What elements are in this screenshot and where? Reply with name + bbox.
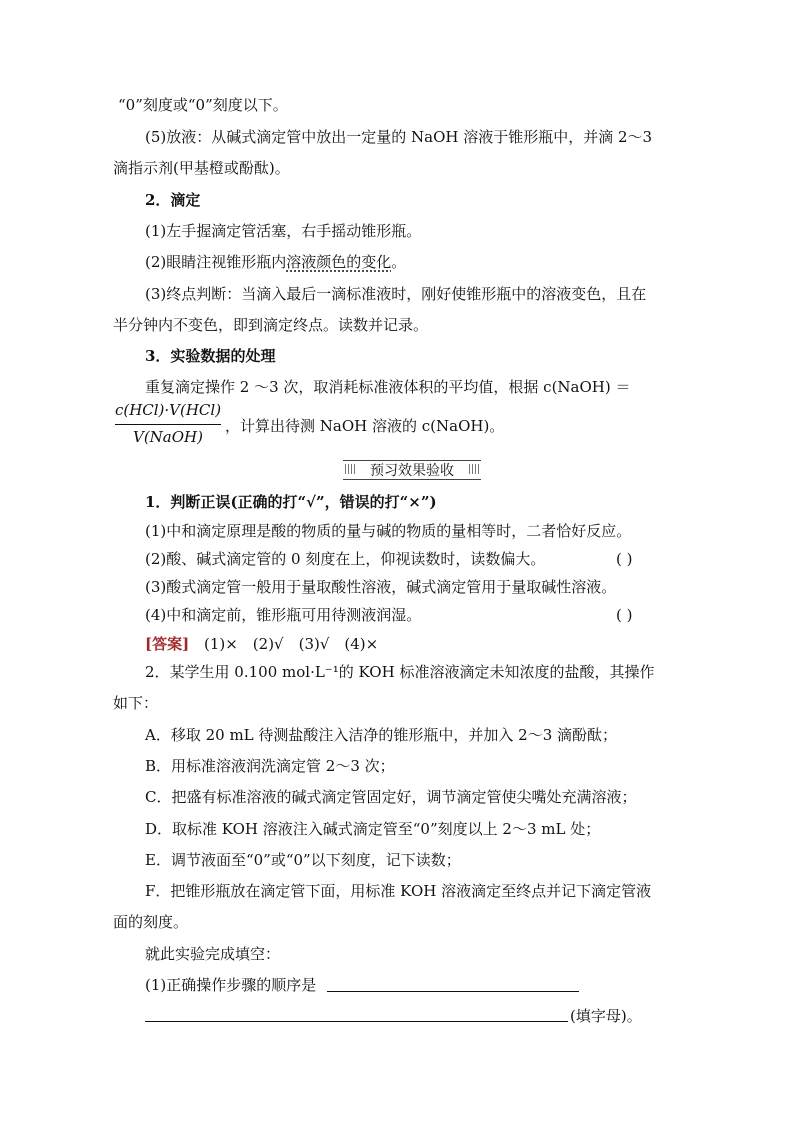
answer-blank[interactable] (145, 1021, 568, 1022)
text-line: ，计算出待测 NaOH 溶液的 c(NaOH)。 (225, 417, 505, 435)
answer-parens: ( ) (616, 606, 633, 624)
fill-question: (1)正确操作步骤的顺序是 (145, 976, 317, 994)
answer-label: [答案] (145, 635, 190, 653)
fraction-numerator: c(HCl)·V(HCl) (114, 401, 222, 419)
fraction-formula (113, 400, 223, 448)
fraction-denominator: V(NaOH) (133, 428, 203, 446)
option-f: F．把锥形瓶放在滴定管下面，用标准 KOH 溶液滴定至终点并记下滴定管液 (145, 882, 652, 900)
option-a: A．移取 20 mL 待测盐酸注入洁净的锥形瓶中，并加入 2～3 滴酚酞； (145, 726, 618, 744)
text-line: “0”刻度或“0”刻度以下。 (118, 96, 288, 114)
answer-line (145, 634, 378, 654)
text-line: (3)终点判断：当滴入最后一滴标准液时，刚好使锥形瓶中的溶液变色，且在 (145, 285, 647, 303)
option-c: C．把盛有标准溶液的碱式滴定管固定好，调节滴定管使尖嘴处充满溶液； (145, 788, 637, 806)
question-item: (2)酸、碱式滴定管的 0 刻度在上，仰视读数时，读数偏大。 (145, 550, 546, 568)
text-span: (2)眼睛注视锥形瓶内 (145, 253, 287, 271)
emphasis-text: 溶液颜色的变化 (286, 253, 392, 271)
text-line: 重复滴定操作 2 ～3 次，取消耗标准液体积的平均值，根据 c(NaOH) ＝ (145, 378, 631, 396)
text-line: (1)左手握滴定管活塞，右手摇动锥形瓶。 (145, 222, 422, 240)
text-span: 。 (391, 253, 407, 271)
text-line: 就此实验完成填空： (145, 945, 281, 963)
text-line: 半分钟内不变色，即到滴定终点。读数并记录。 (113, 316, 429, 334)
fraction-bar (115, 424, 221, 425)
option-d: D．取标准 KOH 溶液注入碱式滴定管至“0”刻度以上 2～3 mL 处； (145, 820, 601, 838)
answer-text: (1)× (2)√ (3)√ (4)× (203, 635, 379, 653)
answer-blank[interactable] (327, 991, 579, 992)
answer-parens: ( ) (616, 550, 633, 568)
option-b: B．用标准溶液润洗滴定管 2～3 次； (145, 757, 395, 775)
text-line: (5)放液：从碱式滴定管中放出一定量的 NaOH 溶液于锥形瓶中，并滴 2～3 (145, 128, 653, 146)
text-line (145, 252, 406, 272)
text-line: 如下： (113, 694, 159, 712)
question-item: (1)中和滴定原理是酸的物质的量与碱的物质的量相等时，二者恰好反应。 (145, 522, 632, 540)
section-heading: 3．实验数据的处理 (145, 347, 276, 365)
question-item: (3)酸式滴定管一般用于量取酸性溶液，碱式滴定管用于量取碱性溶液。 (145, 578, 617, 596)
question-heading: 1．判断正误(正确的打“√”，错误的打“×”) (145, 493, 437, 511)
text-line: 滴指示剂(甲基橙或酚酞)。 (113, 159, 290, 177)
text-line: 面的刻度。 (113, 913, 189, 931)
question-heading: 2．某学生用 0.100 mol·L⁻¹的 KOH 标准溶液滴定未知浓度的盐酸，其操作 (145, 663, 655, 681)
section-banner: 预习效果验收 (343, 460, 481, 480)
section-heading: 2．滴定 (145, 191, 201, 209)
option-e: E．调节液面至“0”或“0”以下刻度，记下读数； (145, 851, 461, 869)
question-item: (4)中和滴定前，锥形瓶可用待测液润湿。 (145, 606, 422, 624)
text-line: (填字母)。 (570, 1007, 642, 1025)
